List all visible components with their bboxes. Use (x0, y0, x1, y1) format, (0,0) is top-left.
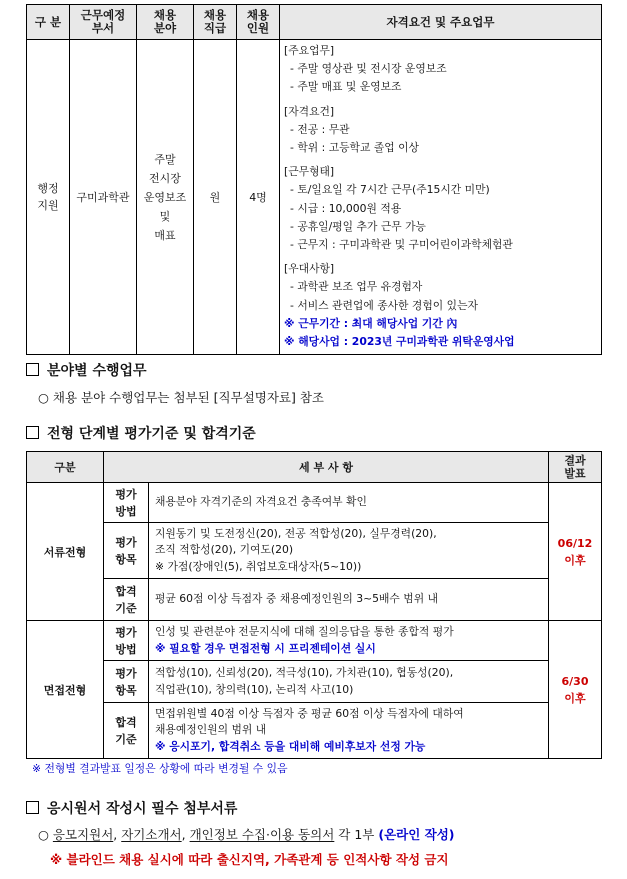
work-period-note: ※ 근무기간 : 최대 해당사업 기간 內 (284, 316, 458, 330)
preference-item: - 과학관 보조 업무 유경험자 (290, 280, 423, 294)
row-label: 합격 기준 (104, 579, 149, 621)
work-type-title: [근무형태] (284, 165, 335, 179)
header-stage: 구분 (27, 452, 104, 483)
result-date-interview: 6/30 이후 (549, 621, 602, 759)
evaluation-table-header (27, 452, 602, 483)
schedule-footnote: ※ 전형별 결과발표 일정은 상황에 따라 변경될 수 있음 (32, 762, 288, 775)
row-text: 채용분야 자격기준의 자격요건 충족여부 확인 (149, 483, 549, 523)
table-row (27, 579, 602, 621)
row-count: 4명 (237, 40, 280, 355)
docs-section-text: ○ 응모지원서, 자기소개서, 개인정보 수집·이용 동의서 각 1부 (온라인 작성) (38, 827, 455, 842)
row-department: 구미과학관 (70, 40, 137, 355)
duty-item: - 주말 영상관 및 전시장 운영보조 (290, 62, 447, 76)
work-type-item: - 토/일요일 각 7시간 근무(주15시간 미만) (290, 183, 490, 197)
work-type-block (284, 163, 597, 254)
row-label: 평가 방법 (104, 483, 149, 523)
row-text: 지원동기 및 도전정신(20), 전공 적합성(20), 실무경력(20), 조직 적합성(20), 기여도(20) ※ 가점(장애인(5), 취업보호대상자(5~10)) (149, 523, 549, 579)
row-text: 평균 60점 이상 득점자 중 채용예정인원의 3~5배수 범위 내 (149, 579, 549, 621)
checkbox-square-icon (26, 801, 39, 814)
row-label: 평가 방법 (104, 621, 149, 661)
header-department: 근무예정 부서 (70, 5, 137, 40)
recruitment-table-header (27, 5, 602, 40)
stage-document: 서류전형 (27, 483, 104, 621)
work-type-item: - 시급 : 10,000원 적용 (290, 201, 402, 215)
duty-section-heading: 분야별 수행업무 (26, 360, 147, 380)
header-grade: 채용 직급 (194, 5, 237, 40)
row-label: 평가 항목 (104, 523, 149, 579)
row-label: 평가 항목 (104, 661, 149, 703)
recruitment-row (27, 40, 602, 355)
duties-block (284, 42, 597, 97)
checkbox-square-icon (26, 426, 39, 439)
docs-section-heading: 응시원서 작성시 필수 첨부서류 (26, 798, 237, 818)
result-date-document: 06/12 이후 (549, 483, 602, 621)
table-row (27, 483, 602, 523)
doc-application-form: 응모지원서 (52, 827, 114, 842)
table-row (27, 661, 602, 703)
header-category: 구 분 (27, 5, 70, 40)
online-note: (온라인 작성) (378, 827, 455, 842)
duty-item: - 주말 매표 및 운영보조 (290, 80, 402, 94)
work-type-item: - 근무지 : 구미과학관 및 구미어린이과학체험관 (290, 238, 513, 252)
doc-self-introduction: 자기소개서 (121, 827, 182, 842)
row-field: 주말 전시장 운영보조 및 매표 (137, 40, 194, 355)
row-requirements (280, 40, 602, 355)
row-text: 적합성(10), 신뢰성(20), 적극성(10), 가치관(10), 협동성(20), 직업관(10), 창의력(10), 논리적 사고(10) (149, 661, 549, 703)
preference-title: [우대사항] (284, 262, 335, 276)
header-details: 세 부 사 항 (104, 452, 549, 483)
table-row (27, 523, 602, 579)
row-label: 합격 기준 (104, 703, 149, 759)
row-grade: 원 (194, 40, 237, 355)
table-row (27, 703, 602, 759)
recruitment-table (26, 4, 602, 355)
evaluation-table (26, 451, 602, 759)
row-text: 인성 및 관련분야 전문지식에 대해 질의응답을 통한 종합적 평가 ※ 필요할 경우 면접전형 시 프리젠테이션 실시 (149, 621, 549, 661)
header-requirements: 자격요건 및 주요업무 (280, 5, 602, 40)
qualifications-title: [자격요건] (284, 104, 335, 118)
table-row (27, 621, 602, 661)
row-category: 행정 지원 (27, 40, 70, 355)
qualifications-block (284, 103, 597, 158)
qualification-item: - 전공 : 무관 (290, 122, 350, 136)
duty-section-text: ○ 채용 분야 수행업무는 첨부된 [직무설명자료] 참조 (38, 390, 325, 405)
duties-title: [주요업무] (284, 44, 335, 57)
project-note: ※ 해당사업 : 2023년 구미과학관 위탁운영사업 (284, 335, 515, 349)
doc-privacy-consent: 개인정보 수집·이용 동의서 (189, 827, 335, 842)
row-text: 면접위원별 40점 이상 득점자 중 평균 60점 이상 득점자에 대하여 채용예정인원의 범위 내 ※ 응시포기, 합격취소 등을 대비해 예비후보자 선정 가능 (149, 703, 549, 759)
header-count: 채용 인원 (237, 5, 280, 40)
preference-block (284, 260, 597, 351)
preference-item: - 서비스 관련업에 종사한 경험이 있는자 (290, 298, 478, 312)
header-field: 채용 분야 (137, 5, 194, 40)
header-result: 결과 발표 (549, 452, 602, 483)
eval-section-heading: 전형 단계별 평가기준 및 합격기준 (26, 423, 256, 443)
checkbox-square-icon (26, 363, 39, 376)
blind-recruitment-warning: ※ 블라인드 채용 실시에 따라 출신지역, 가족관계 등 인적사항 작성 금지 (50, 852, 449, 867)
work-type-item: - 공휴일/평일 추가 근무 가능 (290, 219, 426, 233)
qualification-item: - 학위 : 고등학교 졸업 이상 (290, 141, 419, 155)
stage-interview: 면접전형 (27, 621, 104, 759)
